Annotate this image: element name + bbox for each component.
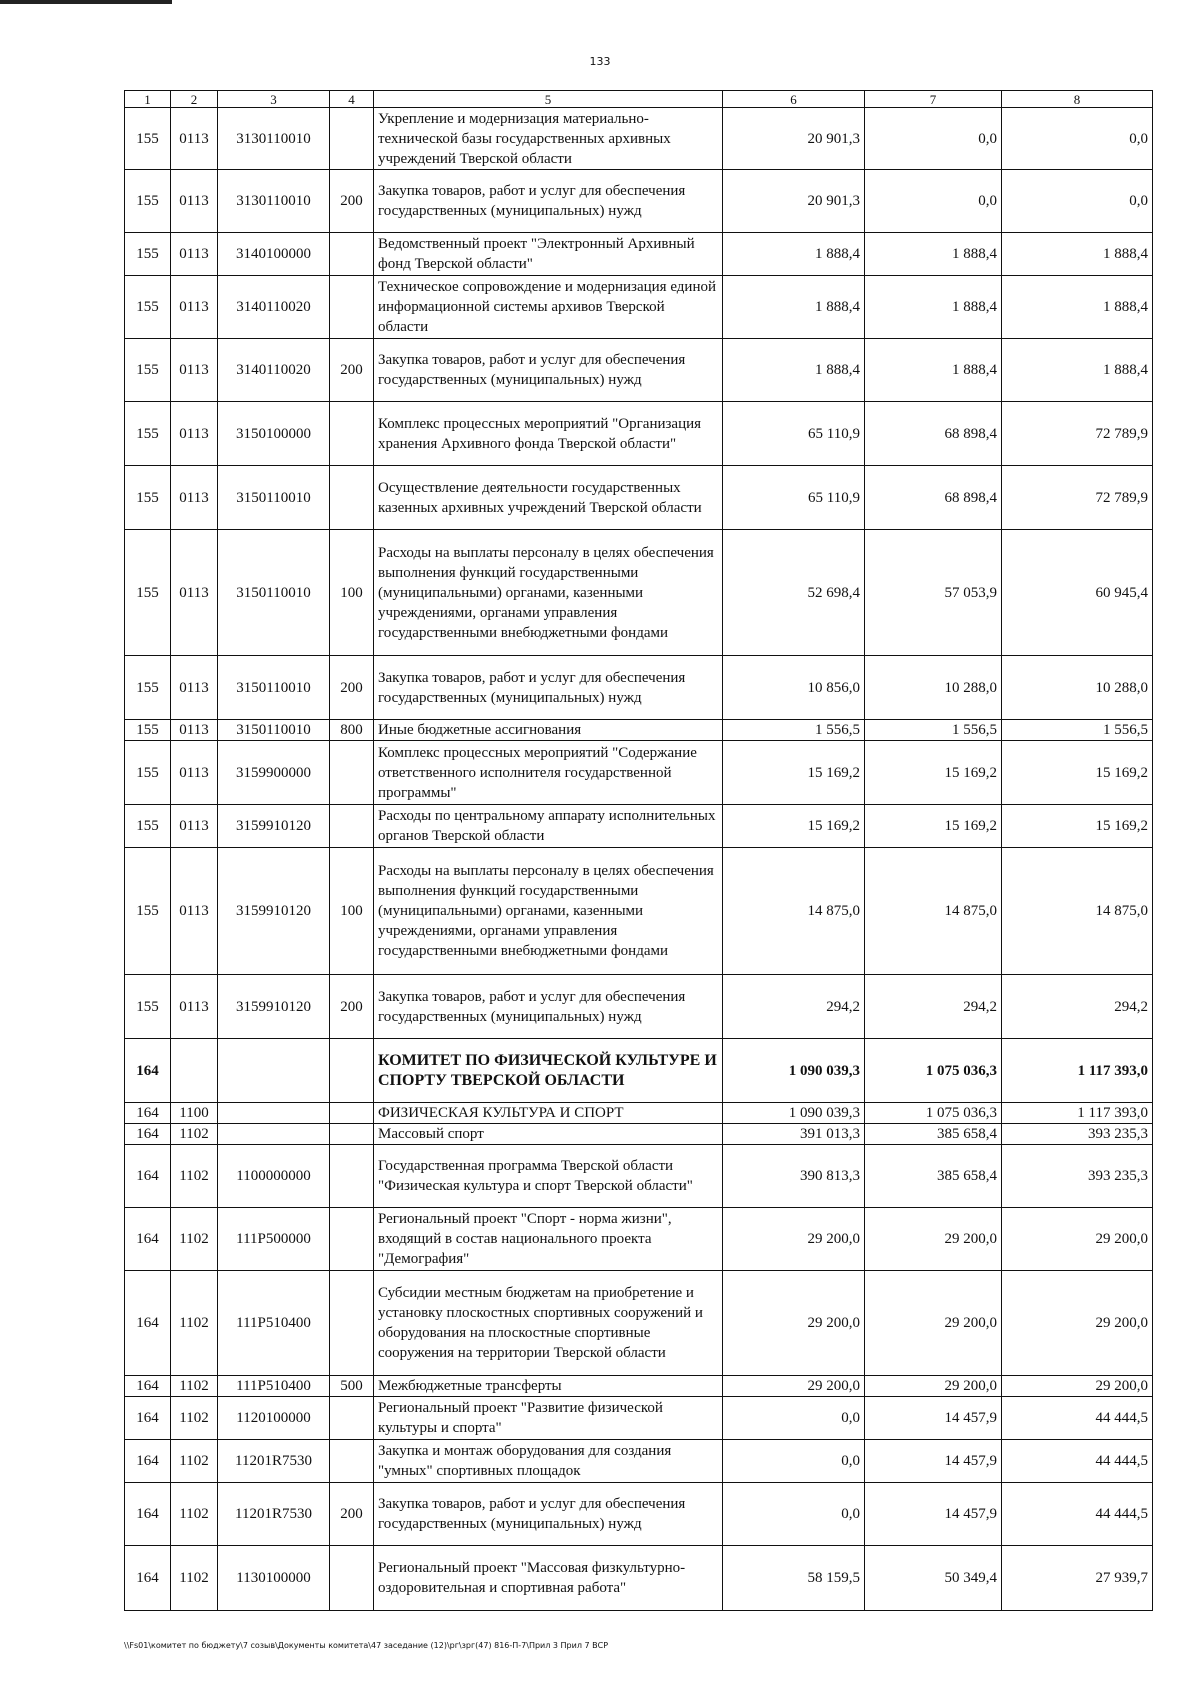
cell-amount-year3: 72 789,9 <box>1002 466 1153 530</box>
cell-amount-year2: 29 200,0 <box>865 1208 1002 1271</box>
cell-amount-year1: 29 200,0 <box>723 1271 865 1376</box>
cell-description: Комплекс процессных мероприятий "Организация хранения Архивного фонда Тверской области" <box>374 402 723 466</box>
cell-amount-year3: 72 789,9 <box>1002 402 1153 466</box>
cell-description: Укрепление и модернизация материально-технической базы государственных архивных учреждений Тверской области <box>374 108 723 170</box>
cell-section-code: 0113 <box>171 848 218 975</box>
cell-amount-year2: 0,0 <box>865 170 1002 233</box>
cell-expense-type <box>330 1440 374 1483</box>
cell-admin-code: 155 <box>125 339 171 402</box>
cell-description: Субсидии местным бюджетам на приобретение и установку плоскостных спортивных сооружений и оборудования на плоскостные спортивные сооружения на территории Тверской области <box>374 1271 723 1376</box>
cell-section-code: 0113 <box>171 720 218 741</box>
cell-amount-year2: 14 457,9 <box>865 1440 1002 1483</box>
table-row <box>125 1440 1153 1483</box>
cell-admin-code: 155 <box>125 170 171 233</box>
cell-admin-code: 155 <box>125 233 171 276</box>
cell-admin-code: 164 <box>125 1145 171 1208</box>
cell-expense-type <box>330 741 374 805</box>
cell-target-article: 1130100000 <box>218 1546 330 1611</box>
cell-description: Иные бюджетные ассигнования <box>374 720 723 741</box>
cell-description: Техническое сопровождение и модернизация единой информационной системы архивов Тверской области <box>374 276 723 339</box>
table-row <box>125 1483 1153 1546</box>
cell-amount-year3: 15 169,2 <box>1002 741 1153 805</box>
cell-expense-type <box>330 1103 374 1124</box>
cell-section-code: 1102 <box>171 1440 218 1483</box>
cell-target-article: 3150110010 <box>218 656 330 720</box>
cell-amount-year2: 15 169,2 <box>865 805 1002 848</box>
table-row <box>125 339 1153 402</box>
cell-target-article: 111P510400 <box>218 1271 330 1376</box>
cell-amount-year1: 10 856,0 <box>723 656 865 720</box>
cell-admin-code: 155 <box>125 276 171 339</box>
cell-amount-year2: 15 169,2 <box>865 741 1002 805</box>
column-header: 4 <box>330 91 374 108</box>
cell-description: Региональный проект "Спорт - норма жизни", входящий в состав национального проекта "Демография" <box>374 1208 723 1271</box>
table-row <box>125 1397 1153 1440</box>
cell-expense-type <box>330 1271 374 1376</box>
cell-amount-year3: 0,0 <box>1002 170 1153 233</box>
cell-section-code: 1102 <box>171 1483 218 1546</box>
column-number-row <box>125 91 1153 108</box>
cell-admin-code: 164 <box>125 1397 171 1440</box>
cell-amount-year3: 393 235,3 <box>1002 1124 1153 1145</box>
cell-expense-type <box>330 402 374 466</box>
cell-section-code: 0113 <box>171 276 218 339</box>
cell-target-article: 111P500000 <box>218 1208 330 1271</box>
cell-description: Закупка товаров, работ и услуг для обеспечения государственных (муниципальных) нужд <box>374 656 723 720</box>
cell-admin-code: 164 <box>125 1271 171 1376</box>
cell-target-article: 3150110010 <box>218 466 330 530</box>
cell-section-code: 1102 <box>171 1397 218 1440</box>
cell-target-article <box>218 1039 330 1103</box>
table-row <box>125 402 1153 466</box>
cell-expense-type: 200 <box>330 1483 374 1546</box>
cell-amount-year1: 391 013,3 <box>723 1124 865 1145</box>
cell-amount-year1: 1 090 039,3 <box>723 1039 865 1103</box>
column-header: 8 <box>1002 91 1153 108</box>
column-header: 2 <box>171 91 218 108</box>
cell-target-article: 3150110010 <box>218 720 330 741</box>
table-row <box>125 1271 1153 1376</box>
cell-amount-year3: 0,0 <box>1002 108 1153 170</box>
cell-description: Государственная программа Тверской области "Физическая культура и спорт Тверской области" <box>374 1145 723 1208</box>
cell-section-code: 0113 <box>171 170 218 233</box>
cell-target-article: 3140100000 <box>218 233 330 276</box>
cell-target-article: 3140110020 <box>218 276 330 339</box>
cell-amount-year3: 1 556,5 <box>1002 720 1153 741</box>
cell-target-article: 11201R7530 <box>218 1483 330 1546</box>
cell-amount-year3: 1 117 393,0 <box>1002 1039 1153 1103</box>
cell-amount-year2: 1 075 036,3 <box>865 1039 1002 1103</box>
cell-admin-code: 164 <box>125 1546 171 1611</box>
cell-expense-type <box>330 1208 374 1271</box>
cell-description: Расходы по центральному аппарату исполнительных органов Тверской области <box>374 805 723 848</box>
table-row <box>125 720 1153 741</box>
cell-amount-year3: 1 888,4 <box>1002 233 1153 276</box>
cell-target-article: 3150100000 <box>218 402 330 466</box>
table-row <box>125 108 1153 170</box>
cell-amount-year2: 57 053,9 <box>865 530 1002 656</box>
cell-amount-year3: 1 888,4 <box>1002 276 1153 339</box>
cell-expense-type <box>330 1039 374 1103</box>
cell-admin-code: 164 <box>125 1103 171 1124</box>
cell-target-article: 1120100000 <box>218 1397 330 1440</box>
cell-amount-year2: 1 556,5 <box>865 720 1002 741</box>
cell-target-article: 3159910120 <box>218 805 330 848</box>
cell-target-article: 3159900000 <box>218 741 330 805</box>
budget-table <box>124 90 1153 1611</box>
cell-amount-year3: 1 888,4 <box>1002 339 1153 402</box>
cell-admin-code: 155 <box>125 741 171 805</box>
cell-target-article: 3150110010 <box>218 530 330 656</box>
table-row <box>125 848 1153 975</box>
cell-section-code: 0113 <box>171 402 218 466</box>
cell-description: Массовый спорт <box>374 1124 723 1145</box>
table-row <box>125 1039 1153 1103</box>
cell-section-code: 0113 <box>171 530 218 656</box>
cell-section-code: 0113 <box>171 108 218 170</box>
cell-expense-type <box>330 108 374 170</box>
cell-expense-type: 100 <box>330 848 374 975</box>
cell-amount-year3: 60 945,4 <box>1002 530 1153 656</box>
cell-amount-year2: 29 200,0 <box>865 1376 1002 1397</box>
cell-amount-year1: 20 901,3 <box>723 108 865 170</box>
cell-amount-year1: 15 169,2 <box>723 805 865 848</box>
cell-section-code: 1102 <box>171 1546 218 1611</box>
table-row <box>125 1376 1153 1397</box>
cell-section-code: 1100 <box>171 1103 218 1124</box>
cell-admin-code: 155 <box>125 805 171 848</box>
cell-target-article: 111P510400 <box>218 1376 330 1397</box>
cell-amount-year3: 294,2 <box>1002 975 1153 1039</box>
cell-expense-type <box>330 233 374 276</box>
table-row <box>125 530 1153 656</box>
cell-expense-type: 200 <box>330 170 374 233</box>
cell-target-article: 3130110010 <box>218 108 330 170</box>
cell-description: Расходы на выплаты персоналу в целях обеспечения выполнения функций государственными (муниципальными) органами, казенными учреждениями, органами управления государственными внебюджетными фондами <box>374 848 723 975</box>
cell-admin-code: 155 <box>125 975 171 1039</box>
cell-amount-year3: 1 117 393,0 <box>1002 1103 1153 1124</box>
cell-expense-type <box>330 1124 374 1145</box>
table-row <box>125 741 1153 805</box>
cell-section-code: 1102 <box>171 1124 218 1145</box>
cell-amount-year3: 44 444,5 <box>1002 1397 1153 1440</box>
cell-admin-code: 155 <box>125 848 171 975</box>
cell-admin-code: 164 <box>125 1483 171 1546</box>
cell-expense-type: 800 <box>330 720 374 741</box>
cell-amount-year1: 390 813,3 <box>723 1145 865 1208</box>
cell-amount-year1: 15 169,2 <box>723 741 865 805</box>
cell-amount-year2: 68 898,4 <box>865 402 1002 466</box>
table-row <box>125 1124 1153 1145</box>
cell-amount-year2: 1 888,4 <box>865 276 1002 339</box>
cell-target-article: 3159910120 <box>218 975 330 1039</box>
cell-amount-year2: 29 200,0 <box>865 1271 1002 1376</box>
cell-amount-year2: 14 875,0 <box>865 848 1002 975</box>
cell-expense-type <box>330 1145 374 1208</box>
cell-expense-type <box>330 1397 374 1440</box>
cell-target-article <box>218 1124 330 1145</box>
cell-amount-year2: 1 888,4 <box>865 233 1002 276</box>
cell-target-article <box>218 1103 330 1124</box>
cell-amount-year1: 1 090 039,3 <box>723 1103 865 1124</box>
cell-description: Закупка товаров, работ и услуг для обеспечения государственных (муниципальных) нужд <box>374 975 723 1039</box>
cell-admin-code: 164 <box>125 1124 171 1145</box>
cell-description: Осуществление деятельности государственных казенных архивных учреждений Тверской области <box>374 466 723 530</box>
footer-file-path: \\Fs01\комитет по бюджету\7 созыв\Документы комитета\47 заседание (12)\рг\зрг(47) 816-П-7\Прил 3 Прил 7 ВСР <box>124 1641 609 1650</box>
cell-admin-code: 155 <box>125 466 171 530</box>
cell-target-article: 3140110020 <box>218 339 330 402</box>
table-row <box>125 1145 1153 1208</box>
cell-admin-code: 155 <box>125 530 171 656</box>
cell-amount-year1: 29 200,0 <box>723 1208 865 1271</box>
table-row <box>125 233 1153 276</box>
cell-admin-code: 164 <box>125 1039 171 1103</box>
table-row <box>125 1546 1153 1611</box>
cell-amount-year3: 29 200,0 <box>1002 1208 1153 1271</box>
cell-expense-type <box>330 805 374 848</box>
cell-amount-year1: 65 110,9 <box>723 402 865 466</box>
cell-section-code: 0113 <box>171 233 218 276</box>
cell-amount-year2: 1 888,4 <box>865 339 1002 402</box>
cell-description: Расходы на выплаты персоналу в целях обеспечения выполнения функций государственными (муниципальными) органами, казенными учреждениями, органами управления государственными внебюджетными фондами <box>374 530 723 656</box>
cell-section-code: 1102 <box>171 1145 218 1208</box>
table-row <box>125 170 1153 233</box>
cell-amount-year1: 0,0 <box>723 1440 865 1483</box>
table-row <box>125 975 1153 1039</box>
cell-amount-year1: 1 888,4 <box>723 339 865 402</box>
cell-target-article: 3130110010 <box>218 170 330 233</box>
table-row <box>125 1103 1153 1124</box>
column-header: 3 <box>218 91 330 108</box>
cell-amount-year2: 14 457,9 <box>865 1397 1002 1440</box>
page-number: 133 <box>589 55 611 68</box>
cell-amount-year1: 1 888,4 <box>723 233 865 276</box>
cell-amount-year1: 58 159,5 <box>723 1546 865 1611</box>
cell-admin-code: 155 <box>125 656 171 720</box>
cell-description: Закупка товаров, работ и услуг для обеспечения государственных (муниципальных) нужд <box>374 170 723 233</box>
column-header: 1 <box>125 91 171 108</box>
cell-section-code <box>171 1039 218 1103</box>
cell-amount-year3: 44 444,5 <box>1002 1483 1153 1546</box>
cell-expense-type <box>330 466 374 530</box>
cell-description: Региональный проект "Массовая физкультурно-оздоровительная и спортивная работа" <box>374 1546 723 1611</box>
cell-amount-year3: 10 288,0 <box>1002 656 1153 720</box>
cell-amount-year3: 29 200,0 <box>1002 1376 1153 1397</box>
cell-amount-year2: 1 075 036,3 <box>865 1103 1002 1124</box>
cell-amount-year1: 52 698,4 <box>723 530 865 656</box>
cell-amount-year2: 10 288,0 <box>865 656 1002 720</box>
cell-section-code: 0113 <box>171 805 218 848</box>
cell-expense-type: 200 <box>330 656 374 720</box>
cell-expense-type <box>330 1546 374 1611</box>
cell-amount-year2: 385 658,4 <box>865 1124 1002 1145</box>
cell-admin-code: 155 <box>125 108 171 170</box>
cell-target-article: 11201R7530 <box>218 1440 330 1483</box>
cell-amount-year1: 14 875,0 <box>723 848 865 975</box>
cell-amount-year1: 29 200,0 <box>723 1376 865 1397</box>
column-header: 6 <box>723 91 865 108</box>
cell-expense-type: 100 <box>330 530 374 656</box>
cell-section-code: 0113 <box>171 741 218 805</box>
cell-section-code: 0113 <box>171 975 218 1039</box>
cell-description: ФИЗИЧЕСКАЯ КУЛЬТУРА И СПОРТ <box>374 1103 723 1124</box>
cell-admin-code: 164 <box>125 1208 171 1271</box>
cell-section-code: 0113 <box>171 466 218 530</box>
cell-amount-year2: 385 658,4 <box>865 1145 1002 1208</box>
cell-description: Закупка товаров, работ и услуг для обеспечения государственных (муниципальных) нужд <box>374 339 723 402</box>
cell-description: КОМИТЕТ ПО ФИЗИЧЕСКОЙ КУЛЬТУРЕ И СПОРТУ ТВЕРСКОЙ ОБЛАСТИ <box>374 1039 723 1103</box>
cell-amount-year1: 0,0 <box>723 1397 865 1440</box>
cell-amount-year2: 294,2 <box>865 975 1002 1039</box>
cell-amount-year3: 29 200,0 <box>1002 1271 1153 1376</box>
cell-section-code: 1102 <box>171 1208 218 1271</box>
cell-expense-type <box>330 276 374 339</box>
cell-section-code: 0113 <box>171 656 218 720</box>
cell-amount-year3: 393 235,3 <box>1002 1145 1153 1208</box>
cell-amount-year2: 50 349,4 <box>865 1546 1002 1611</box>
cell-amount-year1: 1 556,5 <box>723 720 865 741</box>
cell-description: Ведомственный проект "Электронный Архивный фонд Тверской области" <box>374 233 723 276</box>
cell-target-article: 1100000000 <box>218 1145 330 1208</box>
scan-edge-mark <box>0 0 172 4</box>
cell-amount-year1: 0,0 <box>723 1483 865 1546</box>
cell-description: Региональный проект "Развитие физической культуры и спорта" <box>374 1397 723 1440</box>
cell-expense-type: 200 <box>330 975 374 1039</box>
cell-amount-year2: 0,0 <box>865 108 1002 170</box>
cell-amount-year1: 1 888,4 <box>723 276 865 339</box>
cell-amount-year2: 14 457,9 <box>865 1483 1002 1546</box>
cell-target-article: 3159910120 <box>218 848 330 975</box>
cell-amount-year1: 294,2 <box>723 975 865 1039</box>
cell-amount-year3: 44 444,5 <box>1002 1440 1153 1483</box>
column-header: 5 <box>374 91 723 108</box>
cell-amount-year3: 14 875,0 <box>1002 848 1153 975</box>
table-row <box>125 466 1153 530</box>
table-row <box>125 656 1153 720</box>
cell-expense-type: 200 <box>330 339 374 402</box>
cell-amount-year3: 15 169,2 <box>1002 805 1153 848</box>
column-header: 7 <box>865 91 1002 108</box>
cell-section-code: 0113 <box>171 339 218 402</box>
cell-description: Комплекс процессных мероприятий "Содержание ответственного исполнителя государственной программы" <box>374 741 723 805</box>
cell-expense-type: 500 <box>330 1376 374 1397</box>
table-row <box>125 805 1153 848</box>
table-row <box>125 1208 1153 1271</box>
table-row <box>125 276 1153 339</box>
cell-amount-year1: 65 110,9 <box>723 466 865 530</box>
cell-description: Закупка товаров, работ и услуг для обеспечения государственных (муниципальных) нужд <box>374 1483 723 1546</box>
cell-admin-code: 164 <box>125 1440 171 1483</box>
cell-admin-code: 155 <box>125 402 171 466</box>
cell-section-code: 1102 <box>171 1376 218 1397</box>
cell-amount-year1: 20 901,3 <box>723 170 865 233</box>
cell-amount-year2: 68 898,4 <box>865 466 1002 530</box>
cell-admin-code: 164 <box>125 1376 171 1397</box>
cell-section-code: 1102 <box>171 1271 218 1376</box>
cell-description: Закупка и монтаж оборудования для создания "умных" спортивных площадок <box>374 1440 723 1483</box>
cell-description: Межбюджетные трансферты <box>374 1376 723 1397</box>
cell-admin-code: 155 <box>125 720 171 741</box>
cell-amount-year3: 27 939,7 <box>1002 1546 1153 1611</box>
